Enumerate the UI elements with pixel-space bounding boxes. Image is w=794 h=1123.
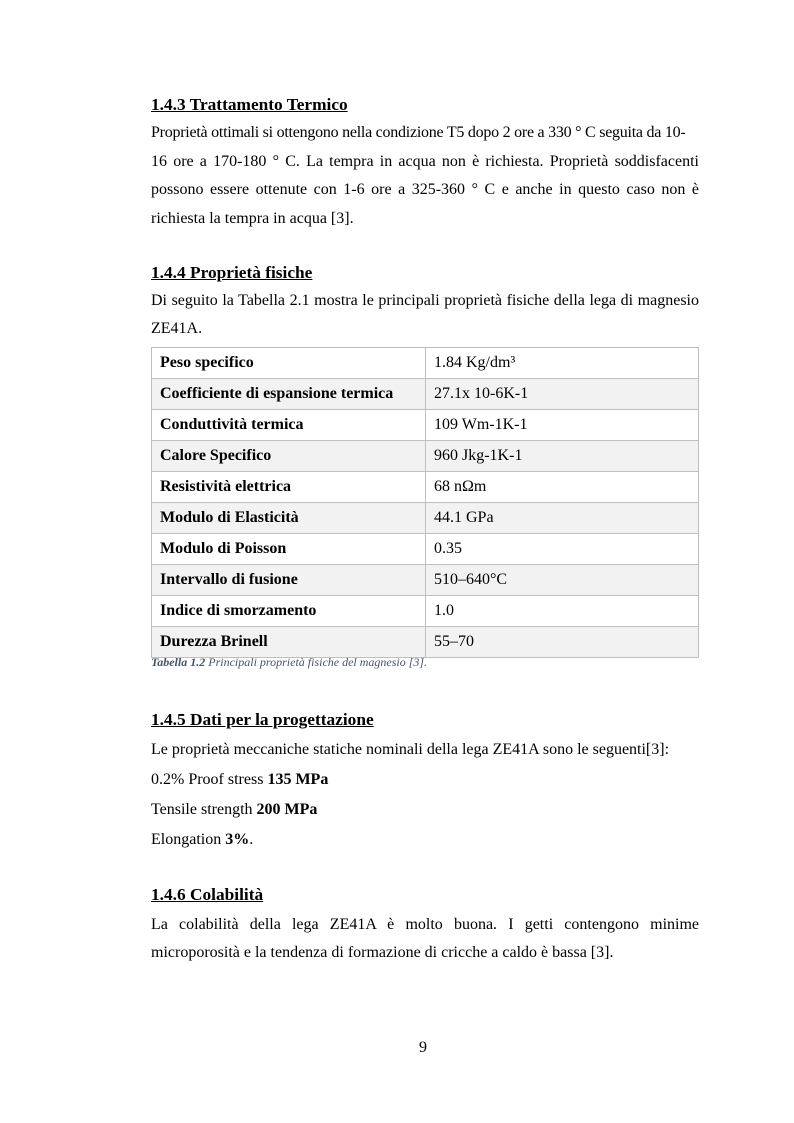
table-row	[152, 379, 699, 410]
paragraph-line: microporosità e la tendenza di formazione di cricche a caldo è bassa [3].	[151, 944, 614, 961]
value-cell: 55–70	[426, 627, 699, 658]
table-caption	[151, 655, 699, 669]
paragraph-line: Di seguito la Tabella 2.1 mostra le principali proprietà fisiche della lega di magnesio	[151, 292, 699, 309]
value-cell: 109 Wm-1K-1	[426, 410, 699, 441]
table-row	[152, 503, 699, 534]
section-heading-1-4-4	[151, 259, 699, 287]
paragraph-line: 16 ore a 170-180 ° C. La tempra in acqua non è richiesta. Proprietà soddisfacenti	[151, 152, 699, 170]
paragraph-line: Proprietà ottimali si ottengono nella condizione T5 dopo 2 ore a 330 ° C seguita da 10-	[151, 124, 686, 141]
property-cell: Resistività elettrica	[152, 472, 426, 503]
item-label: Tensile strength	[151, 801, 253, 818]
value-cell: 68 nΩm	[426, 472, 699, 503]
property-cell: Durezza Brinell	[152, 627, 426, 658]
heading-text: 1.4.6 Colabilità	[151, 885, 264, 904]
property-cell: Coefficiente di espansione termica	[152, 379, 426, 410]
paragraph-line: ZE41A.	[151, 320, 203, 337]
property-cell: Indice di smorzamento	[152, 596, 426, 627]
value-cell: 1.84 Kg/dm³	[426, 348, 699, 379]
table-row	[152, 441, 699, 472]
heading-text: 1.4.4 Proprietà fisiche	[151, 263, 313, 282]
paragraph-line: richiesta la tempra in acqua [3].	[151, 209, 354, 227]
page-number: 9	[419, 1039, 427, 1056]
design-data-intro: Le proprietà meccaniche statiche nominali della lega ZE41A sono le seguenti[3]:	[151, 741, 670, 758]
section-heading-1-4-6	[151, 881, 699, 909]
property-cell: Modulo di Poisson	[152, 534, 426, 565]
properties-table	[151, 347, 699, 658]
property-cell: Peso specifico	[152, 348, 426, 379]
paragraph-proprieta-fisiche	[151, 287, 699, 343]
design-data-item	[151, 795, 699, 825]
value-cell: 44.1 GPa	[426, 503, 699, 534]
table-row	[152, 472, 699, 503]
item-value: 135 MPa	[267, 771, 329, 788]
value-cell: 27.1x 10-6K-1	[426, 379, 699, 410]
item-suffix: .	[249, 831, 254, 848]
property-cell: Calore Specifico	[152, 441, 426, 472]
caption-text: Principali proprietà fisiche del magnesio [3].	[208, 655, 428, 669]
properties-table-wrapper	[151, 347, 699, 658]
item-value: 200 MPa	[256, 801, 318, 818]
table-row	[152, 410, 699, 441]
heading-text: 1.4.3 Trattamento Termico	[151, 95, 348, 114]
table-row	[152, 627, 699, 658]
value-cell: 510–640°C	[426, 565, 699, 596]
property-cell: Modulo di Elasticità	[152, 503, 426, 534]
table-row	[152, 596, 699, 627]
property-cell: Intervallo di fusione	[152, 565, 426, 596]
paragraph-line: La colabilità della lega ZE41A è molto buona. I getti contengono minime	[151, 916, 699, 933]
paragraph-colabilita	[151, 911, 699, 967]
section-heading-1-4-5	[151, 706, 699, 734]
item-label: 0.2% Proof stress	[151, 771, 264, 788]
table-row	[152, 534, 699, 565]
property-cell: Conduttività termica	[152, 410, 426, 441]
table-row	[152, 348, 699, 379]
value-cell: 1.0	[426, 596, 699, 627]
item-value: 3%	[225, 831, 250, 848]
paragraph-line: possono essere ottenute con 1-6 ore a 325-360 ° C e anche in questo caso non è	[151, 181, 699, 198]
design-data-item	[151, 765, 699, 795]
paragraph-trattamento-termico	[151, 119, 699, 233]
table-row	[152, 565, 699, 596]
caption-label: Tabella 1.2	[151, 655, 206, 669]
design-data-list	[151, 735, 699, 855]
section-heading-1-4-3	[151, 91, 699, 119]
design-data-item	[151, 825, 699, 855]
item-label: Elongation	[151, 831, 222, 848]
value-cell: 0.35	[426, 534, 699, 565]
value-cell: 960 Jkg-1K-1	[426, 441, 699, 472]
heading-text: 1.4.5 Dati per la progettazione	[151, 710, 374, 729]
